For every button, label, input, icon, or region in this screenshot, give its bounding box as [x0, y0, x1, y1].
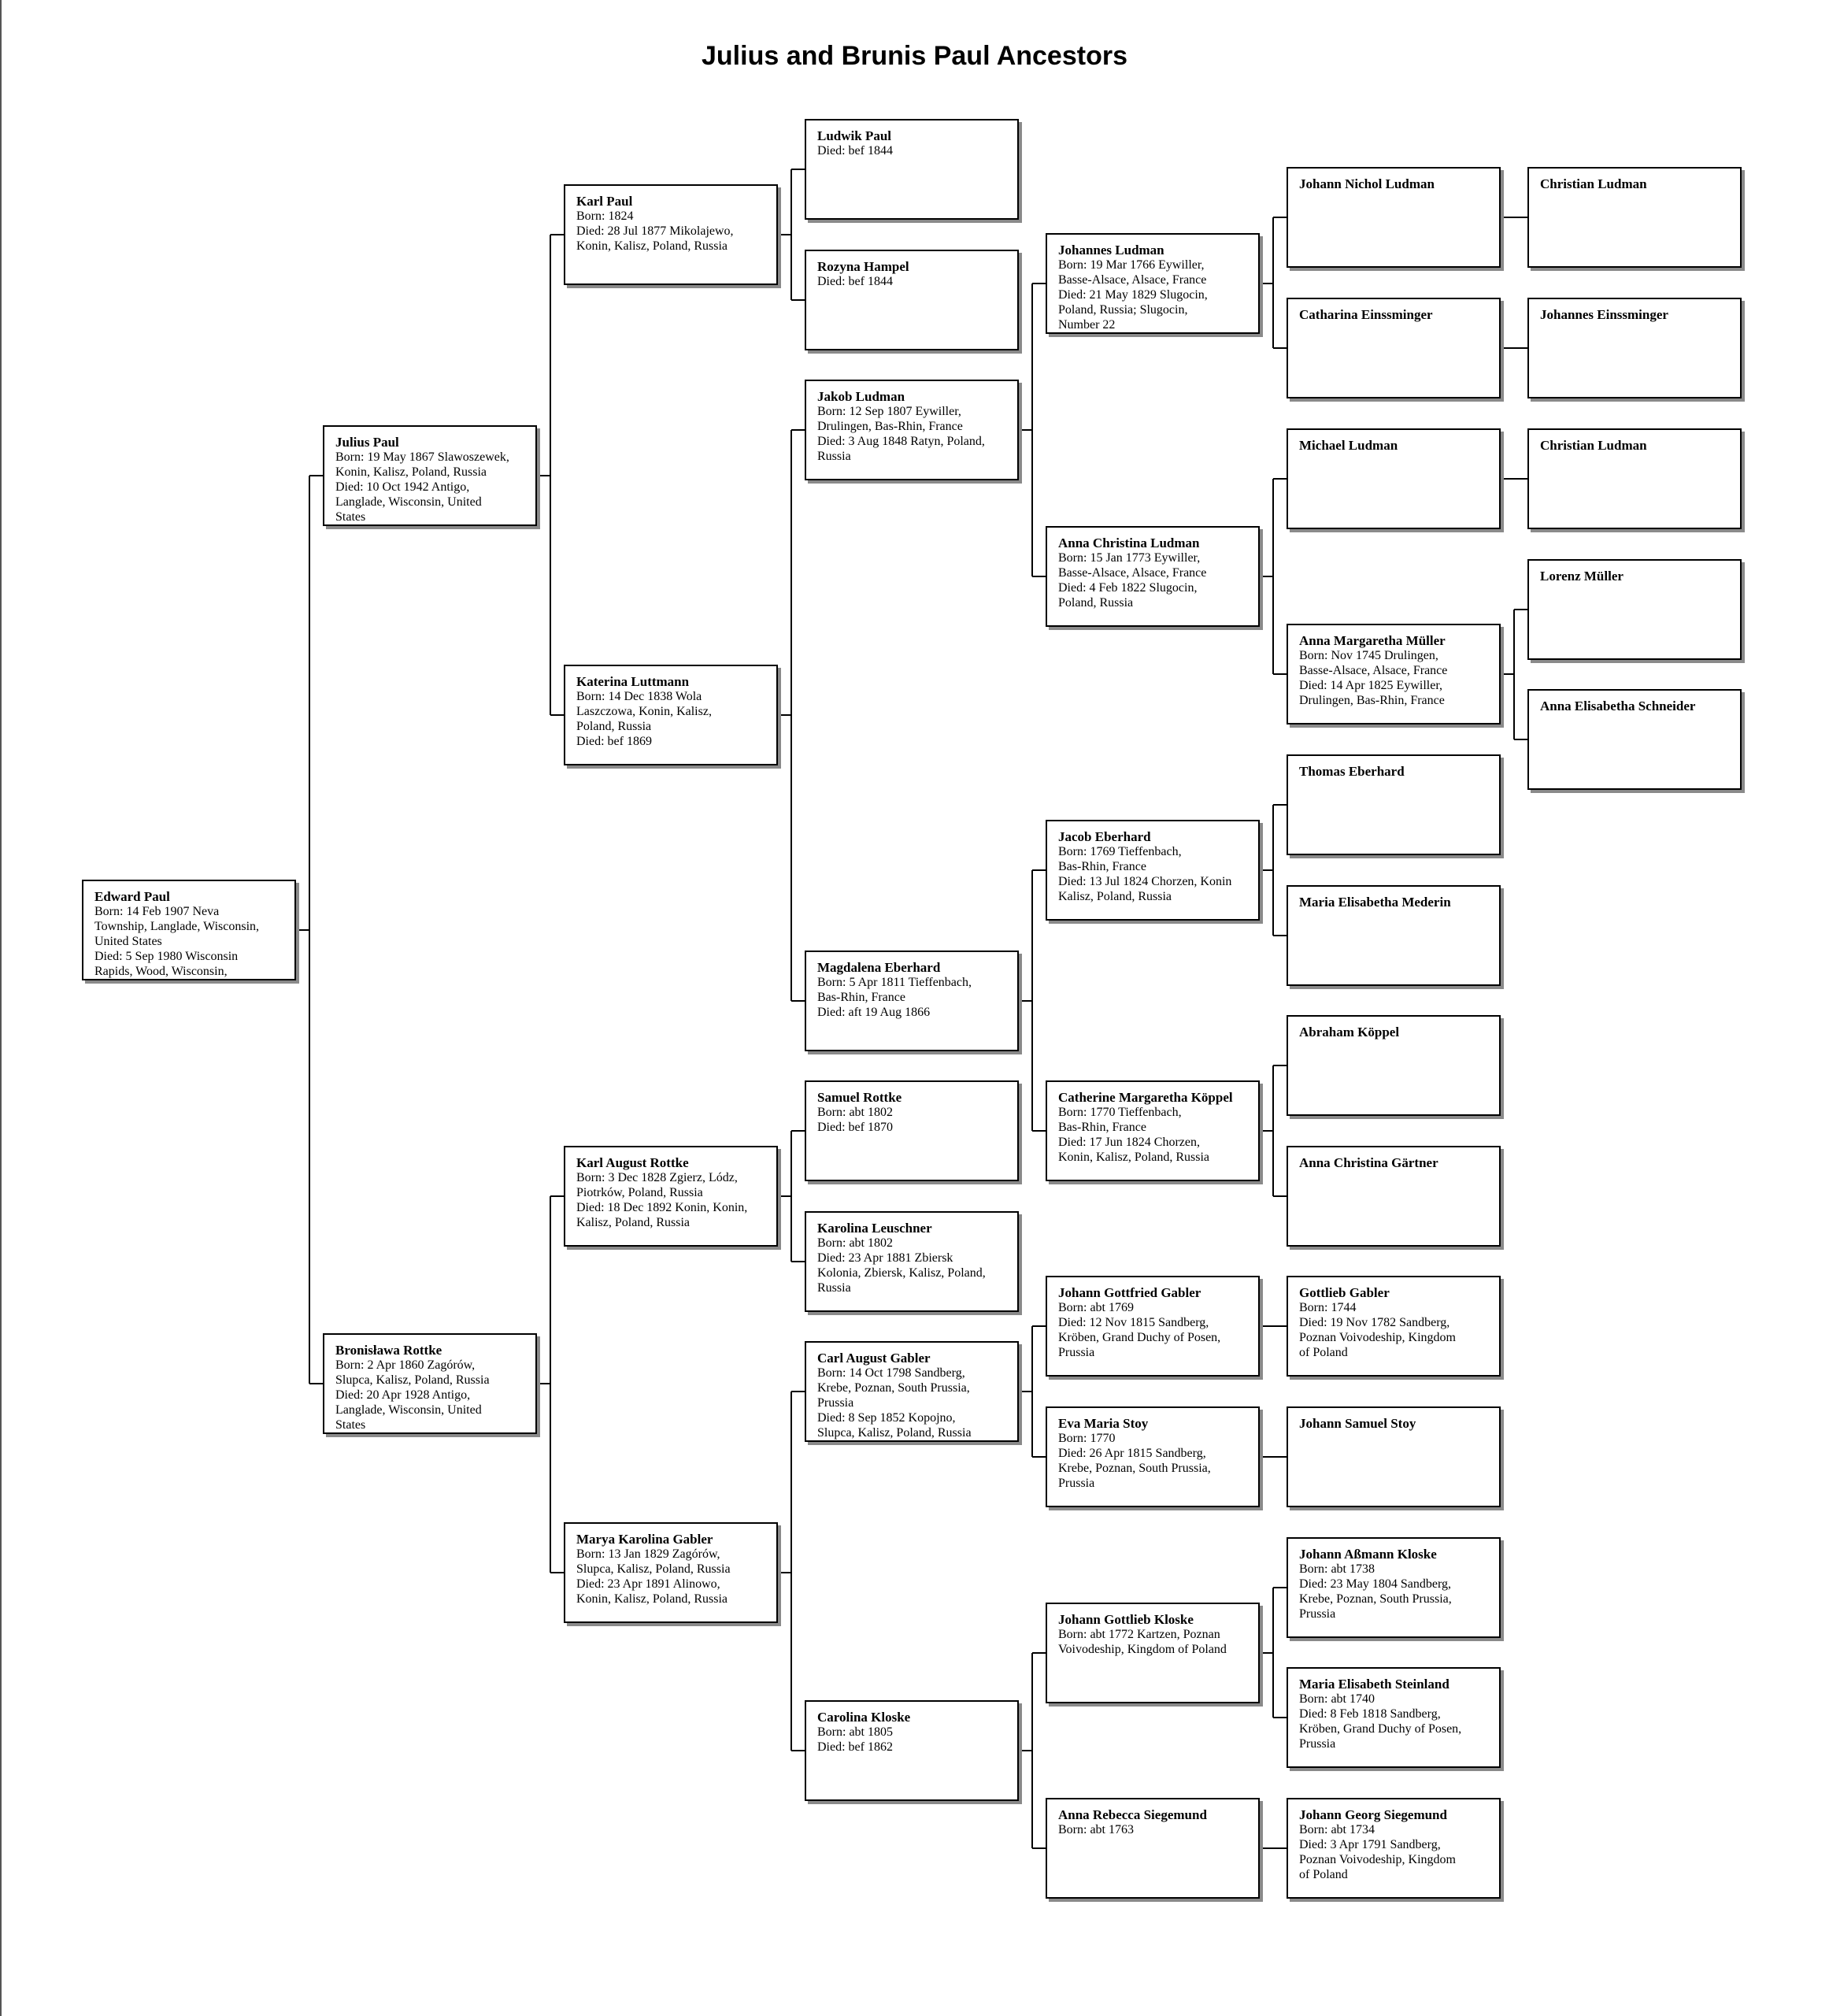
death-info: Died: 18 Dec 1892 Konin, Konin, Kalisz, Poland, Russia	[576, 1201, 748, 1229]
person-name: Johann Samuel Stoy	[1299, 1416, 1416, 1431]
person-name: Rozyna Hampel	[817, 259, 909, 274]
person-box	[1287, 624, 1501, 724]
death-info: Died: bef 1862	[817, 1740, 893, 1754]
person-box	[1287, 1798, 1501, 1899]
person-box	[805, 250, 1019, 350]
death-info: Died: 4 Feb 1822 Slugocin, Poland, Russia	[1058, 581, 1198, 610]
person-name: Anna Christina Ludman	[1058, 536, 1200, 550]
person-box	[1046, 526, 1260, 627]
person-name: Christian Ludman	[1540, 438, 1647, 453]
birth-info: Born: 13 Jan 1829 Zagórów, Slupca, Kalisz, Poland, Russia	[576, 1547, 731, 1576]
person-name: Lorenz Müller	[1540, 569, 1624, 584]
birth-info: Born: abt 1772 Kartzen, Poznan Voivodeship, Kingdom of Poland	[1058, 1628, 1227, 1656]
birth-info: Born: 15 Jan 1773 Eywiller, Basse-Alsace, Alsace, France	[1058, 551, 1207, 580]
person-box	[1287, 1667, 1501, 1768]
person-name: Johann Nichol Ludman	[1299, 176, 1435, 191]
person-name: Johannes Ludman	[1058, 243, 1164, 258]
person-box	[564, 1522, 778, 1623]
person-box	[323, 1333, 537, 1434]
person-name: Gottlieb Gabler	[1299, 1285, 1390, 1300]
person-name: Anna Elisabetha Schneider	[1540, 699, 1696, 713]
person-box	[1527, 689, 1742, 790]
death-info: Died: 20 Apr 1928 Antigo, Langlade, Wisconsin, United States	[335, 1388, 482, 1432]
person-box	[1287, 754, 1501, 855]
person-box	[564, 1146, 778, 1247]
person-name: Johannes Einssminger	[1540, 307, 1668, 322]
person-name: Carolina Kloske	[817, 1710, 911, 1725]
birth-info: Born: Nov 1745 Drulingen, Basse-Alsace, Alsace, France	[1299, 649, 1448, 677]
person-name: Bronisława Rottke	[335, 1343, 442, 1358]
person-box	[1527, 167, 1742, 268]
person-box	[1046, 1798, 1260, 1899]
person-box	[805, 1080, 1019, 1181]
person-box	[1046, 1603, 1260, 1703]
person-name: Karolina Leuschner	[817, 1221, 932, 1236]
person-name: Catharina Einssminger	[1299, 307, 1433, 322]
person-name: Ludwik Paul	[817, 128, 892, 143]
death-info: Died: 12 Nov 1815 Sandberg, Kröben, Grand Duchy of Posen, Prussia	[1058, 1316, 1221, 1359]
death-info: Died: 23 Apr 1881 Zbiersk Kolonia, Zbiersk, Kalisz, Poland, Russia	[817, 1251, 986, 1295]
birth-info: Born: abt 1740	[1299, 1692, 1375, 1706]
birth-info: Born: 2 Apr 1860 Zagórów, Slupca, Kalisz, Poland, Russia	[335, 1358, 490, 1387]
person-box	[1287, 1146, 1501, 1247]
birth-info: Born: 14 Oct 1798 Sandberg, Krebe, Poznan, South Prussia, Prussia	[817, 1366, 970, 1410]
person-name: Marya Karolina Gabler	[576, 1532, 713, 1547]
person-box	[564, 665, 778, 765]
birth-info: Born: abt 1738	[1299, 1562, 1375, 1576]
birth-info: Born: 1770 Tieffenbach, Bas-Rhin, France	[1058, 1106, 1182, 1134]
death-info: Died: 3 Aug 1848 Ratyn, Poland, Russia	[817, 435, 985, 463]
person-name: Anna Rebecca Siegemund	[1058, 1807, 1207, 1822]
person-name: Johann Aßmann Kloske	[1299, 1547, 1437, 1562]
person-name: Maria Elisabetha Mederin	[1299, 895, 1451, 910]
person-box	[1527, 428, 1742, 529]
person-name: Jacob Eberhard	[1058, 829, 1151, 844]
birth-info: Born: 14 Feb 1907 Neva Township, Langlade, Wisconsin, United States	[94, 905, 260, 948]
person-box	[1046, 1406, 1260, 1507]
person-box	[323, 425, 537, 526]
death-info: Died: 17 Jun 1824 Chorzen, Konin, Kalisz, Poland, Russia	[1058, 1136, 1209, 1164]
person-box	[82, 880, 296, 980]
person-name: Maria Elisabeth Steinland	[1299, 1677, 1450, 1692]
birth-info: Born: abt 1769	[1058, 1301, 1134, 1314]
birth-info: Born: 3 Dec 1828 Zgierz, Lódz, Piotrków, Poland, Russia	[576, 1171, 738, 1199]
person-box	[1287, 1015, 1501, 1116]
person-name: Karl Paul	[576, 194, 633, 209]
person-box	[805, 119, 1019, 220]
person-name: Johann Gottfried Gabler	[1058, 1285, 1201, 1300]
death-info: Died: aft 19 Aug 1866	[817, 1006, 931, 1019]
person-name: Michael Ludman	[1299, 438, 1398, 453]
person-box	[1527, 559, 1742, 660]
person-box	[564, 184, 778, 285]
person-box	[805, 1700, 1019, 1801]
person-name: Christian Ludman	[1540, 176, 1647, 191]
birth-info: Born: 5 Apr 1811 Tieffenbach, Bas-Rhin, France	[817, 976, 972, 1004]
person-box	[805, 380, 1019, 480]
person-name: Catherine Margaretha Köppel	[1058, 1090, 1233, 1105]
person-box	[1287, 1276, 1501, 1377]
person-box	[1287, 1406, 1501, 1507]
birth-info: Born: abt 1763	[1058, 1823, 1134, 1836]
death-info: Died: 28 Jul 1877 Mikolajewo, Konin, Kalisz, Poland, Russia	[576, 224, 734, 253]
death-info: Died: bef 1844	[817, 144, 893, 158]
person-name: Johann Georg Siegemund	[1299, 1807, 1447, 1822]
death-info: Died: bef 1870	[817, 1121, 893, 1134]
person-name: Carl August Gabler	[817, 1351, 931, 1366]
death-info: Died: 5 Sep 1980 Wisconsin Rapids, Wood, Wisconsin,	[94, 950, 239, 978]
death-info: Died: 13 Jul 1824 Chorzen, Konin Kalisz, Poland, Russia	[1058, 875, 1232, 903]
person-name: Anna Margaretha Müller	[1299, 633, 1446, 648]
person-name: Katerina Luttmann	[576, 674, 690, 689]
person-box	[805, 951, 1019, 1051]
person-box	[1287, 167, 1501, 268]
birth-info: Born: 19 May 1867 Slawoszewek, Konin, Kalisz, Poland, Russia	[335, 450, 509, 479]
person-box	[805, 1341, 1019, 1442]
death-info: Died: 21 May 1829 Slugocin, Poland, Russia; Slugocin, Number 22	[1058, 288, 1208, 332]
birth-info: Born: 1744	[1299, 1301, 1357, 1314]
person-box	[1287, 1537, 1501, 1638]
birth-info: Born: 14 Dec 1838 Wola Laszczowa, Konin, Kalisz, Poland, Russia	[576, 690, 712, 733]
person-box	[1046, 1276, 1260, 1377]
death-info: Died: bef 1844	[817, 275, 893, 288]
chart-title: Julius and Brunis Paul Ancestors	[702, 41, 1127, 71]
person-name: Magdalena Eberhard	[817, 960, 941, 975]
person-name: Karl August Rottke	[576, 1155, 689, 1170]
birth-info: Born: 19 Mar 1766 Eywiller, Basse-Alsace, Alsace, France	[1058, 258, 1207, 287]
death-info: Died: 8 Sep 1852 Kopojno, Slupca, Kalisz, Poland, Russia	[817, 1411, 972, 1440]
person-name: Julius Paul	[335, 435, 399, 450]
birth-info: Born: abt 1734	[1299, 1823, 1375, 1836]
birth-info: Born: abt 1805	[817, 1725, 893, 1739]
death-info: Died: bef 1869	[576, 735, 652, 748]
person-box	[1287, 428, 1501, 529]
death-info: Died: 14 Apr 1825 Eywiller, Drulingen, Bas-Rhin, France	[1299, 679, 1445, 707]
person-name: Edward Paul	[94, 889, 170, 904]
birth-info: Born: abt 1802	[817, 1236, 893, 1250]
person-box	[1287, 885, 1501, 986]
person-name: Abraham Köppel	[1299, 1025, 1400, 1040]
death-info: Died: 26 Apr 1815 Sandberg, Krebe, Poznan, South Prussia, Prussia	[1058, 1447, 1211, 1490]
person-name: Johann Gottlieb Kloske	[1058, 1612, 1194, 1627]
person-box	[1527, 298, 1742, 398]
birth-info: Born: abt 1802	[817, 1106, 893, 1119]
person-box	[805, 1211, 1019, 1312]
person-name: Anna Christina Gärtner	[1299, 1155, 1438, 1170]
person-name: Thomas Eberhard	[1299, 764, 1405, 779]
death-info: Died: 19 Nov 1782 Sandberg, Poznan Voivodeship, Kingdom of Poland	[1299, 1316, 1456, 1359]
person-box	[1046, 233, 1260, 334]
person-box	[1046, 1080, 1260, 1181]
person-name: Jakob Ludman	[817, 389, 905, 404]
birth-info: Born: 1824	[576, 209, 634, 223]
death-info: Died: 3 Apr 1791 Sandberg, Poznan Voivodeship, Kingdom of Poland	[1299, 1838, 1456, 1881]
death-info: Died: 8 Feb 1818 Sandberg, Kröben, Grand Duchy of Posen, Prussia	[1299, 1707, 1462, 1751]
person-box	[1287, 298, 1501, 398]
birth-info: Born: 1770	[1058, 1432, 1116, 1445]
person-name: Eva Maria Stoy	[1058, 1416, 1149, 1431]
death-info: Died: 23 May 1804 Sandberg, Krebe, Poznan, South Prussia, Prussia	[1299, 1577, 1452, 1621]
death-info: Died: 23 Apr 1891 Alinowo, Konin, Kalisz, Poland, Russia	[576, 1577, 728, 1606]
death-info: Died: 10 Oct 1942 Antigo, Langlade, Wisconsin, United States	[335, 480, 482, 524]
birth-info: Born: 1769 Tieffenbach, Bas-Rhin, France	[1058, 845, 1182, 873]
person-box	[1046, 820, 1260, 921]
person-name: Samuel Rottke	[817, 1090, 902, 1105]
birth-info: Born: 12 Sep 1807 Eywiller, Drulingen, Bas-Rhin, France	[817, 405, 963, 433]
